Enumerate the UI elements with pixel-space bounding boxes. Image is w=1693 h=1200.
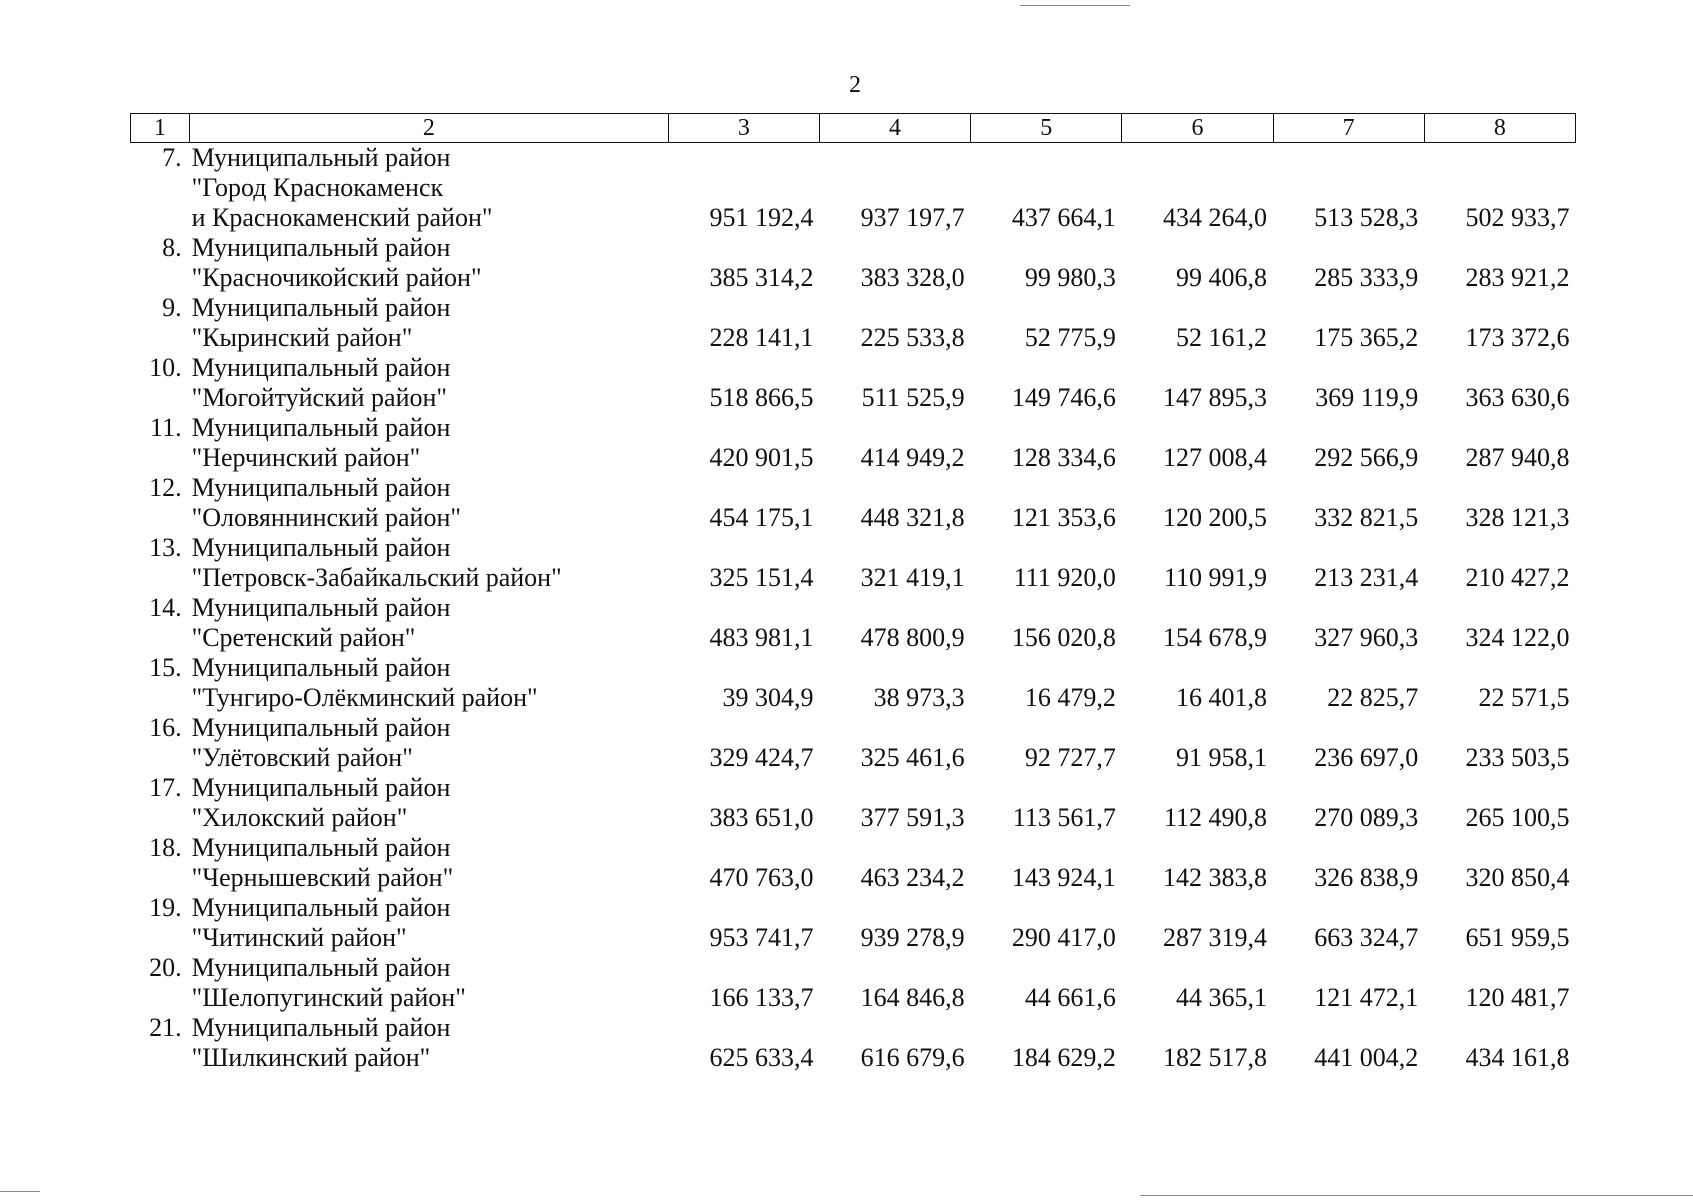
value-cell-col3: 420 901,5 xyxy=(709,443,814,472)
value-cell-col4: 448 321,8 xyxy=(860,503,965,532)
row-number: 18. xyxy=(149,833,182,862)
value-cell-col8: 651 959,5 xyxy=(1465,923,1570,952)
district-name xyxy=(190,1013,669,1073)
value-cell-col7: 326 838,9 xyxy=(1314,863,1419,892)
value-cell-col4: 511 525,9 xyxy=(861,383,965,412)
district-name-line: "Чернышевский район" xyxy=(191,863,454,892)
row-number: 15. xyxy=(149,653,182,682)
district-name-line: "Улётовский район" xyxy=(191,743,413,772)
value-cell-col6: 127 008,4 xyxy=(1163,443,1268,472)
value-cell-col5: 44 661,6 xyxy=(1024,983,1116,1012)
table-row xyxy=(131,1013,1576,1073)
district-name-line: Муниципальный район xyxy=(191,143,451,172)
table-row xyxy=(131,413,1576,473)
value-cell-col4: 478 800,9 xyxy=(860,623,965,652)
value-cell-col7: 175 365,2 xyxy=(1314,323,1419,352)
district-name-line: "Оловяннинский район" xyxy=(191,503,461,532)
district-name xyxy=(190,413,669,473)
value-cell-col8: 265 100,5 xyxy=(1465,803,1570,832)
table-row xyxy=(131,773,1576,833)
value-cell-col8: 502 933,7 xyxy=(1465,203,1570,232)
value-cell-col6: 120 200,5 xyxy=(1163,503,1268,532)
scan-artifact-bottom-left xyxy=(0,1191,40,1192)
row-number: 9. xyxy=(162,293,182,322)
value-cell-col3: 953 741,7 xyxy=(709,923,814,952)
value-cell-col4: 616 679,6 xyxy=(860,1043,965,1072)
value-cell-col7: 22 825,7 xyxy=(1327,683,1419,712)
district-name xyxy=(190,653,669,713)
value-cell-col5: 52 775,9 xyxy=(1024,323,1116,352)
district-name-line: "Хилокский район" xyxy=(191,803,408,832)
column-header: 3 xyxy=(668,114,819,143)
value-cell-col4: 225 533,8 xyxy=(860,323,965,352)
value-cell-col8: 210 427,2 xyxy=(1465,563,1570,592)
table-row xyxy=(131,953,1576,1013)
district-name-line: Муниципальный район xyxy=(191,713,451,742)
table-row xyxy=(131,833,1576,893)
value-cell-col6: 16 401,8 xyxy=(1176,683,1268,712)
value-cell-col7: 285 333,9 xyxy=(1314,263,1419,292)
value-cell-col7: 270 089,3 xyxy=(1314,803,1419,832)
value-cell-col8: 287 940,8 xyxy=(1465,443,1570,472)
row-number: 16. xyxy=(149,713,182,742)
value-cell-col8: 22 571,5 xyxy=(1478,683,1570,712)
value-cell-col4: 383 328,0 xyxy=(860,263,965,292)
value-cell-col3: 385 314,2 xyxy=(709,263,814,292)
district-name-line: "Могойтуйский район" xyxy=(191,383,448,412)
district-name-line: Муниципальный район xyxy=(191,533,451,562)
district-name xyxy=(190,713,669,773)
district-name xyxy=(190,593,669,653)
value-cell-col3: 625 633,4 xyxy=(709,1043,814,1072)
value-cell-col5: 149 746,6 xyxy=(1011,383,1116,412)
value-cell-col3: 454 175,1 xyxy=(709,503,814,532)
value-cell-col7: 663 324,7 xyxy=(1314,923,1419,952)
district-name-line: Муниципальный район xyxy=(191,413,451,442)
district-name-line: Муниципальный район xyxy=(191,593,451,622)
row-number: 19. xyxy=(149,893,182,922)
value-cell-col5: 290 417,0 xyxy=(1011,923,1116,952)
value-cell-col5: 437 664,1 xyxy=(1011,203,1116,232)
district-name-line: "Кыринский район" xyxy=(191,323,413,352)
value-cell-col4: 321 419,1 xyxy=(860,563,965,592)
table-header xyxy=(131,114,1576,143)
district-name-line: Муниципальный район xyxy=(191,353,451,382)
table-row xyxy=(131,143,1576,234)
district-name xyxy=(190,233,669,293)
column-header: 8 xyxy=(1424,114,1575,143)
district-name-line: Муниципальный район xyxy=(191,1013,451,1042)
district-name-line: "Тунгиро-Олёкминский район" xyxy=(191,683,538,712)
value-cell-col5: 121 353,6 xyxy=(1011,503,1116,532)
district-name xyxy=(190,293,669,353)
value-cell-col5: 143 924,1 xyxy=(1011,863,1116,892)
value-cell-col7: 236 697,0 xyxy=(1314,743,1419,772)
table-row xyxy=(131,593,1576,653)
value-cell-col8: 173 372,6 xyxy=(1465,323,1570,352)
value-cell-col4: 937 197,7 xyxy=(860,203,965,232)
district-name-line: и Краснокаменский район" xyxy=(191,203,493,232)
district-name-line: "Город Краснокаменск xyxy=(191,173,444,202)
value-cell-col6: 52 161,2 xyxy=(1176,323,1268,352)
district-name-line: Муниципальный район xyxy=(191,233,451,262)
value-cell-col8: 233 503,5 xyxy=(1465,743,1570,772)
district-name-line: Муниципальный район xyxy=(191,293,451,322)
district-name-line: Муниципальный район xyxy=(191,953,451,982)
value-cell-col4: 164 846,8 xyxy=(860,983,965,1012)
value-cell-col6: 112 490,8 xyxy=(1164,803,1268,832)
value-cell-col8: 363 630,6 xyxy=(1465,383,1570,412)
district-name xyxy=(190,533,669,593)
district-name-line: "Сретенский район" xyxy=(191,623,416,652)
table-row xyxy=(131,473,1576,533)
scan-artifact-top xyxy=(1020,5,1130,6)
value-cell-col7: 121 472,1 xyxy=(1314,983,1419,1012)
table-row xyxy=(131,653,1576,713)
value-cell-col7: 369 119,9 xyxy=(1315,383,1419,412)
district-name-line: Муниципальный район xyxy=(191,653,451,682)
scan-artifact-bottom-right xyxy=(1140,1195,1693,1196)
value-cell-col6: 147 895,3 xyxy=(1163,383,1268,412)
row-number: 12. xyxy=(149,473,182,502)
district-name-line: "Читинский район" xyxy=(191,923,407,952)
value-cell-col6: 182 517,8 xyxy=(1163,1043,1268,1072)
value-cell-col3: 325 151,4 xyxy=(709,563,814,592)
value-cell-col8: 320 850,4 xyxy=(1465,863,1570,892)
page-number: 2 xyxy=(849,72,861,98)
table-row xyxy=(131,893,1576,953)
value-cell-col6: 44 365,1 xyxy=(1176,983,1268,1012)
district-name-line: "Шилкинский район" xyxy=(191,1043,431,1072)
value-cell-col6: 99 406,8 xyxy=(1176,263,1268,292)
district-name-line: "Петровск-Забайкальский район" xyxy=(191,563,562,592)
value-cell-col7: 213 231,4 xyxy=(1314,563,1419,592)
value-cell-col7: 441 004,2 xyxy=(1314,1043,1419,1072)
district-name-line: Муниципальный район xyxy=(191,773,451,802)
district-name xyxy=(190,893,669,953)
value-cell-col5: 111 920,0 xyxy=(1013,563,1116,592)
row-number: 13. xyxy=(149,533,182,562)
data-table xyxy=(130,113,1576,1073)
district-name xyxy=(190,473,669,533)
value-cell-col6: 110 991,9 xyxy=(1164,563,1268,592)
value-cell-col7: 327 960,3 xyxy=(1314,623,1419,652)
row-number: 10. xyxy=(149,353,182,382)
district-name-line: Муниципальный район xyxy=(191,833,451,862)
value-cell-col7: 513 528,3 xyxy=(1314,203,1419,232)
value-cell-col6: 142 383,8 xyxy=(1163,863,1268,892)
value-cell-col3: 39 304,9 xyxy=(722,683,814,712)
value-cell-col6: 434 264,0 xyxy=(1163,203,1268,232)
value-cell-col3: 166 133,7 xyxy=(709,983,814,1012)
table-row xyxy=(131,713,1576,773)
value-cell-col5: 113 561,7 xyxy=(1012,803,1116,832)
row-number: 7. xyxy=(162,143,182,172)
district-name-line: Муниципальный район xyxy=(191,893,451,922)
district-name-line: "Красночикойский район" xyxy=(191,263,482,292)
table-body xyxy=(131,143,1576,1074)
value-cell-col8: 283 921,2 xyxy=(1465,263,1570,292)
value-cell-col5: 92 727,7 xyxy=(1024,743,1116,772)
table-row xyxy=(131,353,1576,413)
table-row xyxy=(131,533,1576,593)
value-cell-col4: 939 278,9 xyxy=(860,923,965,952)
value-cell-col4: 38 973,3 xyxy=(873,683,965,712)
value-cell-col3: 383 651,0 xyxy=(709,803,814,832)
value-cell-col4: 325 461,6 xyxy=(860,743,965,772)
value-cell-col5: 16 479,2 xyxy=(1024,683,1116,712)
district-name xyxy=(190,953,669,1013)
row-number: 17. xyxy=(149,773,182,802)
column-header: 1 xyxy=(131,114,190,143)
value-cell-col3: 483 981,1 xyxy=(709,623,814,652)
row-number: 11. xyxy=(150,413,182,442)
value-cell-col3: 329 424,7 xyxy=(709,743,814,772)
value-cell-col3: 470 763,0 xyxy=(709,863,814,892)
district-name-line: "Нерчинский район" xyxy=(191,443,421,472)
value-cell-col7: 332 821,5 xyxy=(1314,503,1419,532)
value-cell-col3: 228 141,1 xyxy=(709,323,814,352)
row-number: 8. xyxy=(162,233,182,262)
value-cell-col5: 128 334,6 xyxy=(1011,443,1116,472)
value-cell-col8: 434 161,8 xyxy=(1465,1043,1570,1072)
row-number: 20. xyxy=(149,953,182,982)
district-name-line: Муниципальный район xyxy=(191,473,451,502)
district-name-line: "Шелопугинский район" xyxy=(191,983,466,1012)
value-cell-col3: 951 192,4 xyxy=(709,203,814,232)
value-cell-col6: 154 678,9 xyxy=(1163,623,1268,652)
district-name xyxy=(190,773,669,833)
value-cell-col8: 120 481,7 xyxy=(1465,983,1570,1012)
column-header: 2 xyxy=(190,114,669,143)
column-header: 6 xyxy=(1122,114,1273,143)
table-row xyxy=(131,293,1576,353)
value-cell-col5: 184 629,2 xyxy=(1011,1043,1116,1072)
value-cell-col4: 414 949,2 xyxy=(860,443,965,472)
column-header: 4 xyxy=(819,114,970,143)
value-cell-col4: 463 234,2 xyxy=(860,863,965,892)
district-name xyxy=(190,143,669,234)
district-name xyxy=(190,353,669,413)
value-cell-col8: 328 121,3 xyxy=(1465,503,1570,532)
row-number: 14. xyxy=(149,593,182,622)
value-cell-col5: 99 980,3 xyxy=(1024,263,1116,292)
value-cell-col7: 292 566,9 xyxy=(1314,443,1419,472)
column-header: 7 xyxy=(1273,114,1424,143)
value-cell-col6: 91 958,1 xyxy=(1176,743,1268,772)
column-header: 5 xyxy=(971,114,1122,143)
table-row xyxy=(131,233,1576,293)
value-cell-col4: 377 591,3 xyxy=(860,803,965,832)
value-cell-col6: 287 319,4 xyxy=(1163,923,1268,952)
value-cell-col5: 156 020,8 xyxy=(1011,623,1116,652)
value-cell-col3: 518 866,5 xyxy=(709,383,814,412)
value-cell-col8: 324 122,0 xyxy=(1465,623,1570,652)
row-number: 21. xyxy=(149,1013,182,1042)
district-name xyxy=(190,833,669,893)
